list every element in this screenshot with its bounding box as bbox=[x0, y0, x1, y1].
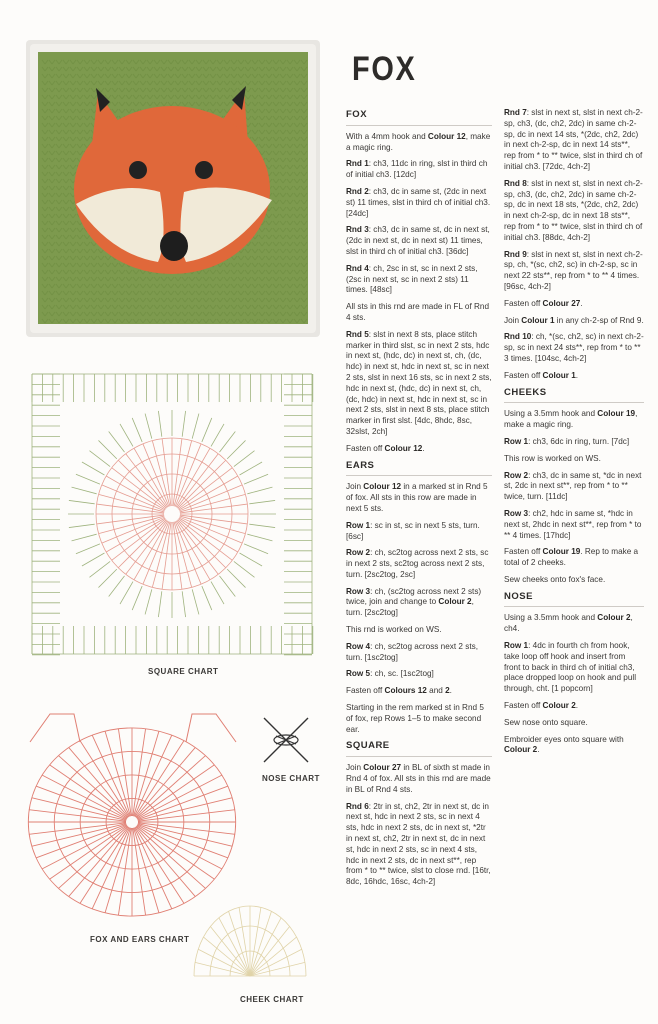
instruction bbox=[504, 701, 644, 712]
text-run: Embroider eyes onto square with bbox=[504, 734, 624, 744]
text-run: : ch2, hdc in same st, *hdc in next st, 2hdc in next st**, rep from * to ** 4 times. [17hdc] bbox=[504, 508, 642, 540]
text-run: Colour 2 bbox=[597, 613, 631, 623]
text-run: : sc in st, sc in next 5 sts, turn. [6sc] bbox=[346, 520, 480, 541]
section-heading-cheeks: CHEEKS bbox=[504, 388, 644, 404]
text-run: in a marked st in Rnd 5 of fox. All sts in this row are made in next 5 sts. bbox=[346, 482, 488, 513]
instruction bbox=[504, 437, 644, 448]
instruction bbox=[504, 299, 644, 310]
instruction bbox=[504, 575, 644, 586]
text-run: Rnd 7 bbox=[504, 108, 527, 117]
instruction bbox=[346, 548, 492, 580]
instruction bbox=[346, 444, 492, 455]
instruction bbox=[346, 521, 492, 543]
instruction bbox=[504, 613, 644, 635]
text-run: Rnd 5 bbox=[346, 329, 369, 339]
text-run: Colour 2 bbox=[504, 745, 538, 755]
instruction bbox=[504, 735, 644, 757]
text-run: , turn. [2sc2tog] bbox=[346, 597, 474, 618]
text-run: Rnd 9 bbox=[504, 249, 527, 259]
text-run: Row 2 bbox=[346, 548, 371, 558]
text-run: Row 4 bbox=[346, 641, 371, 651]
text-column-right bbox=[504, 108, 644, 762]
text-run: : ch3, dc in same st, (2dc in next st) 11 times, slst in third ch of initial ch3. [24dc] bbox=[346, 186, 491, 218]
instruction bbox=[504, 179, 644, 244]
text-run: . Rep to make a total of 2 cheeks. bbox=[504, 547, 639, 568]
text-run: Rnd 1 bbox=[346, 159, 369, 169]
text-run: . bbox=[537, 745, 540, 755]
text-run: . bbox=[449, 686, 452, 696]
section-heading-ears: EARS bbox=[346, 461, 492, 477]
text-run: Rnd 2 bbox=[346, 186, 369, 196]
text-run: : slst in next st, slst in next ch-2-sp, ch, *(sc, ch2, sc) in ch-2-sp, sc in next 22 sts**, rep from * to ** 4 times. [96sc, 4ch-2] bbox=[504, 249, 643, 291]
text-run: in any ch-2-sp of Rnd 9. bbox=[554, 315, 644, 325]
text-run: Row 2 bbox=[504, 470, 529, 480]
instruction bbox=[504, 547, 644, 569]
instruction bbox=[346, 330, 492, 438]
nose-chart-caption: NOSE CHART bbox=[262, 774, 320, 783]
text-run: : ch3, 11dc in ring, slst in third ch of initial ch3. [12dc] bbox=[346, 159, 488, 180]
text-run: . bbox=[575, 701, 579, 711]
text-run: : ch, sc2tog across next 2 sts, turn. [1sc2tog] bbox=[346, 641, 478, 662]
text-run: Row 3 bbox=[504, 508, 529, 518]
page-title: FOX bbox=[352, 50, 417, 88]
text-run: Colour 19 bbox=[597, 409, 636, 419]
cheek-chart bbox=[190, 896, 310, 982]
instruction bbox=[346, 482, 492, 514]
instruction bbox=[504, 371, 644, 382]
text-run: Using a 3.5mm hook and bbox=[504, 409, 598, 419]
instruction bbox=[504, 641, 644, 695]
text-run: : 2tr in st, ch2, 2tr in next st, dc in next st, hdc in next 2 sts, sc in next 4 sts, hdc in next 2 sts, dc in next st, *2tr in next st, ch2, 2tr in next st, dc in next st, hdc in next 2 sts, sc in next 4 sts, hdc in next 2 sts, dc in next st**, rep from * to ** twice, slst to close rnd. [16tr, 8dc, 16hdc, 16sc, 4ch-2] bbox=[346, 801, 491, 887]
text-run: Fasten off bbox=[504, 298, 543, 308]
fox-square-photo bbox=[26, 40, 320, 337]
instruction bbox=[346, 763, 492, 795]
text-run: Row 1 bbox=[346, 520, 371, 530]
text-run: Rnd 10 bbox=[504, 332, 532, 342]
instruction bbox=[346, 802, 492, 888]
nose-chart bbox=[258, 712, 314, 768]
instruction bbox=[504, 108, 644, 173]
instruction bbox=[346, 625, 492, 636]
text-run: Join bbox=[346, 482, 364, 492]
text-run: Row 5 bbox=[346, 669, 371, 679]
text-run: Rnd 8 bbox=[504, 178, 527, 188]
text-run: Starting in the rem marked st in Rnd 5 of fox, rep Rows 1–5 to make second ear. bbox=[346, 703, 484, 734]
text-run: Row 1 bbox=[504, 436, 529, 446]
instruction bbox=[346, 587, 492, 619]
instruction bbox=[504, 250, 644, 293]
text-run: Colour 19 bbox=[542, 547, 581, 557]
text-run: . bbox=[580, 298, 583, 308]
text-run: , ch4. bbox=[504, 613, 633, 634]
text-run: : ch3, dc in same st, dc in next st, (2dc in next st, dc in next st) 11 times, slst in third ch of initial ch3. [36dc] bbox=[346, 225, 490, 256]
text-run: Fasten off bbox=[504, 701, 543, 711]
text-run: Colour 1 bbox=[521, 315, 555, 325]
text-run: All sts in this rnd are made in FL of Rnd 4 sts. bbox=[346, 302, 490, 322]
text-run: : 4dc in fourth ch from hook, take loop off hook and insert from front to back in third ch of initial ch3, place dropped loop on hook and pull through, cht. [1 popcorn] bbox=[504, 641, 637, 694]
text-run: With a 4mm hook and bbox=[346, 131, 428, 141]
instruction bbox=[346, 187, 492, 219]
text-run: Colour 2 bbox=[438, 597, 472, 607]
instruction bbox=[504, 718, 644, 729]
text-run: This rnd is worked on WS. bbox=[346, 625, 442, 635]
instruction bbox=[346, 669, 492, 680]
instruction bbox=[346, 225, 492, 257]
fox-square-illustration bbox=[26, 40, 320, 337]
text-run: Fasten off bbox=[504, 370, 543, 380]
text-run: in BL of sixth st made in Rnd 4 of fox. All sts in this rnd are made in BL of Rnd 4 sts. bbox=[346, 763, 491, 794]
instruction bbox=[346, 264, 492, 296]
square-chart bbox=[24, 366, 320, 662]
instruction bbox=[504, 332, 644, 364]
text-run: : ch, (sc2tog across next 2 sts) twice, join and change to bbox=[346, 586, 482, 607]
instruction bbox=[346, 642, 492, 664]
text-run: . bbox=[422, 443, 425, 453]
text-run: Sew cheeks onto fox's face. bbox=[504, 574, 606, 584]
instruction bbox=[346, 686, 492, 697]
text-run: : ch, sc2tog across next 2 sts, sc in next 2 sts, sc2tog across next 2 sts, turn. [2sc2tog, 2sc] bbox=[346, 548, 489, 579]
text-run: Fasten off bbox=[346, 443, 385, 453]
instruction bbox=[346, 132, 492, 154]
instruction bbox=[346, 302, 492, 324]
section-heading-square: SQUARE bbox=[346, 741, 492, 757]
text-run: : ch3, 6dc in ring, turn. [7dc] bbox=[528, 436, 630, 446]
text-column-left bbox=[346, 104, 492, 894]
text-run: Rnd 4 bbox=[346, 263, 369, 273]
text-run: Fasten off bbox=[504, 547, 543, 557]
text-run: Colour 2 bbox=[542, 701, 576, 711]
text-run: Sew nose onto square. bbox=[504, 717, 588, 727]
text-run: Using a 3.5mm hook and bbox=[504, 613, 598, 623]
text-run: Fasten off bbox=[346, 686, 385, 696]
fox-ears-chart bbox=[10, 696, 254, 928]
text-run: . bbox=[575, 370, 579, 380]
text-run: Colours 12 bbox=[384, 686, 427, 696]
text-run: Join bbox=[346, 763, 364, 773]
text-run: , make a magic ring. bbox=[504, 409, 638, 430]
text-run: : ch, sc. [1sc2tog] bbox=[370, 669, 434, 679]
text-run: Rnd 3 bbox=[346, 225, 369, 235]
text-run: Row 1 bbox=[504, 641, 529, 651]
text-run: : ch3, dc in same st, *dc in next st, 2dc in next st**, rep from * to ** twice, turn. [11dc] bbox=[504, 470, 642, 502]
text-run: , make a magic ring. bbox=[346, 131, 491, 152]
instruction bbox=[504, 316, 644, 327]
text-run: Rnd 6 bbox=[346, 801, 369, 811]
instruction bbox=[504, 454, 644, 465]
instruction bbox=[346, 703, 492, 735]
section-heading-nose: NOSE bbox=[504, 592, 644, 608]
instruction bbox=[346, 159, 492, 181]
text-run: Colour 27 bbox=[542, 298, 581, 308]
fox-ears-chart-caption: FOX AND EARS CHART bbox=[90, 935, 190, 944]
instruction bbox=[504, 509, 644, 541]
text-run: This row is worked on WS. bbox=[504, 453, 601, 463]
section-heading-fox: FOX bbox=[346, 110, 492, 126]
text-run: : ch, *(sc, ch2, sc) in next ch-2-sp, sc in next 24 sts**, rep from * to ** 3 times. [104sc, 4ch-2] bbox=[504, 332, 644, 363]
text-run: Colour 12 bbox=[427, 131, 466, 141]
text-run: and bbox=[426, 686, 446, 696]
text-run: 2 bbox=[445, 686, 450, 696]
text-run: : slst in next st, slst in next ch-2-sp, ch3, (dc, ch2, 2dc) in same ch-2-sp, dc in next 18 sts, *(2dc, ch2, 2dc) in next ch-2-sp, dc in next 18 sts**, rep from * to ** twice, slst in third ch of initial ch3. [88dc, 4ch-2] bbox=[504, 178, 643, 242]
text-run: : slst in next 8 sts, place stitch marker in third slst, sc in next 2 sts, hdc in next st, (hdc, dc) in next st, ch, (dc, hdc) in next st, hdc in next st, sc in next 2 sts, slst in next 16 sts, sc in next 2 sts, hdc in next st, (hdc, dc) in next st, ch, (dc, hdc) in next st, hdc in next st, sc in next 2 sts, slst in next 8 sts, place stitch marker in first slst. [4dc, 8hdc, 8sc, 32slst, 2ch] bbox=[346, 329, 492, 436]
text-run: : ch, 2sc in st, sc in next 2 sts, (2sc in next st, sc in next 2 sts) 11 times. [48sc] bbox=[346, 263, 478, 295]
text-run: : slst in next st, slst in next ch-2-sp, ch3, (dc, ch2, 2dc) in same ch-2-sp, dc in next 14 sts, *(2dc, ch2, 2dc) in next ch-2-sp, dc in next 14 sts**, rep from * to ** twice, slst in third ch of initial ch3. [72dc, 4ch-2] bbox=[504, 108, 643, 171]
text-run: Join bbox=[504, 315, 522, 325]
instruction bbox=[504, 409, 644, 431]
square-chart-caption: SQUARE CHART bbox=[148, 667, 219, 676]
text-run: Colour 12 bbox=[384, 443, 423, 453]
text-run: Colour 12 bbox=[363, 482, 402, 492]
instruction bbox=[504, 471, 644, 503]
cheek-chart-caption: CHEEK CHART bbox=[240, 995, 304, 1004]
text-run: Colour 1 bbox=[542, 370, 576, 380]
text-run: Row 3 bbox=[346, 586, 371, 596]
text-run: Colour 27 bbox=[363, 763, 402, 773]
